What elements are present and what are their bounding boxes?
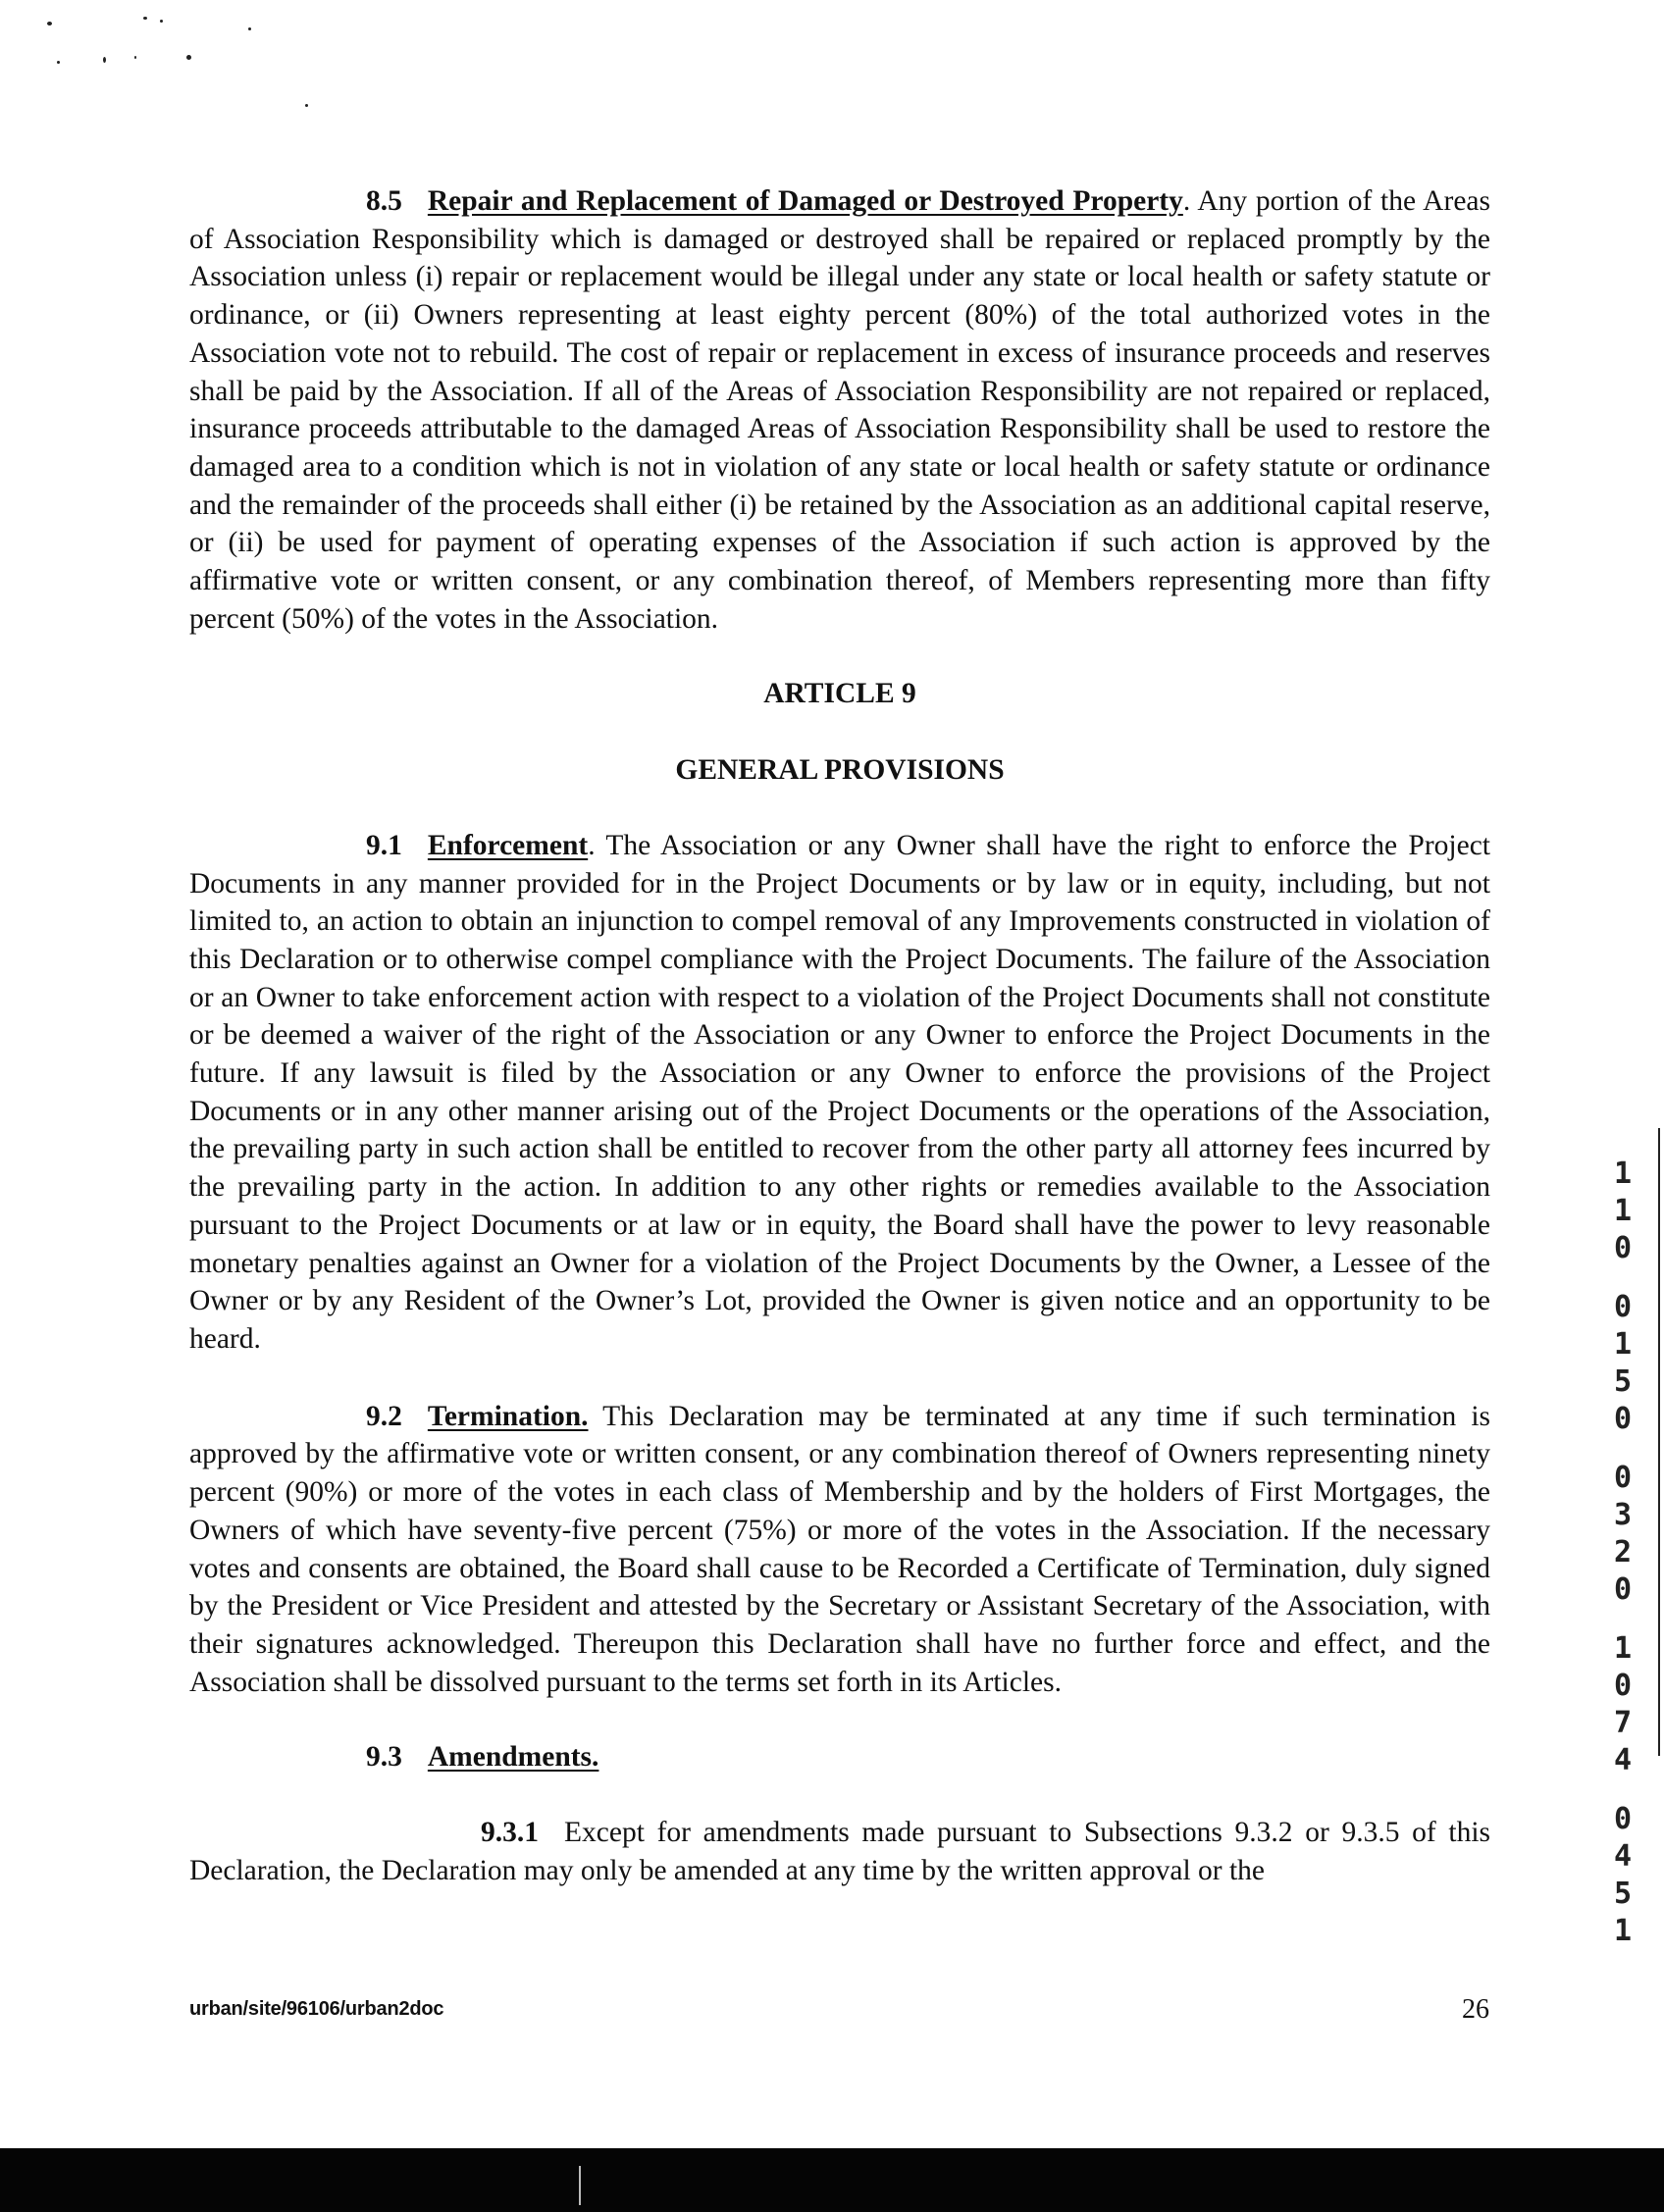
stamp-glyph: 1 [1613,1157,1633,1191]
stamp-glyph: 0 [1613,1290,1633,1324]
section-9-1 [189,827,1490,1359]
stamp-glyph: 4 [1613,1839,1633,1874]
stamp-glyph: 5 [1613,1877,1633,1911]
section-number: 9.3 [366,1741,402,1774]
scan-mark [579,2166,581,2205]
page-number: 26 [1462,1994,1489,2025]
stamp-glyph: 1 [1613,1194,1633,1228]
section-number: 9.1 [366,829,402,861]
section-text: This Declaration may be terminated at any time if such termination is approved by the affirmative vote or written consent, or any combination thereof of Owners representing ninety percent (90%) or more of the votes in each class of Membership and by the holders of First Mortgages, the Owners of which have seventy-five percent (75%) or more of the votes in the Association. If the necessary votes and consents are obtained, the Board shall cause to be Recorded a Certificate of Termination, duly signed by the President or Vice President and attested by the Secretary or Assistant Secretary of the Association, with their signatures acknowledged. Thereupon this Declaration shall have no further force and effect, and the Association shall be dissolved pursuant to the terms set forth in its Articles. [189,1400,1490,1698]
stamp-glyph: 0 [1613,1669,1633,1703]
document-body [189,182,1490,1889]
section-text: . The Association or any Owner shall have the right to enforce the Project Documents in any manner provided for in the Project Documents or by law or in equity, including, but not limited to, an action to obtain an injunction to compel removal of any Improvements constructed in violation of this Declaration or to otherwise compel compliance with the Project Documents. The failure of the Association or an Owner to take enforcement action with respect to a violation of the Project Documents shall not constitute or be deemed a waiver of the right of the Association or any Owner to enforce the Project Documents in the future. If any lawsuit is filed by the Association or any Owner to enforce the provisions of the Project Documents or in any other manner arising out of the Project Documents or the operations of the Association, the prevailing party in such action shall be entitled to recover from the other party all attorney fees incurred by the prevailing party in the action. In addition to any other rights or remedies available to the Association pursuant to the Project Documents or at law or in equity, the Board shall have the power to levy reasonable monetary penalties against an Owner for a violation of the Project Documents by the Owner, a Lessee of the Owner or by any Resident of the Owner’s Lot, provided the Owner is given notice and an opportunity to be heard. [189,829,1490,1355]
recording-margin-stamp [1603,1156,1642,1948]
stamp-glyph: 0 [1613,1802,1633,1836]
section-9-2 [189,1398,1490,1702]
stamp-glyph: 0 [1613,1231,1633,1265]
stamp-glyph: 7 [1613,1706,1633,1740]
stamp-glyph: 2 [1613,1535,1633,1569]
section-title: Amendments. [427,1741,599,1774]
stamp-glyph: 0 [1613,1402,1633,1436]
stamp-glyph: 0 [1613,1572,1633,1607]
section-8-5 [189,182,1490,638]
stamp-glyph: 1 [1613,1914,1633,1948]
scan-bottom-border [0,2148,1664,2212]
footer-file-path: urban/site/96106/urban2doc [189,1998,444,2020]
section-number: 9.2 [366,1400,402,1432]
section-text: . Any portion of the Areas of Association Responsibility which is damaged or destroyed shall be repaired or replaced promptly by the Association unless (i) repair or replacement would be illegal under any state or local health or safety statute or ordinance, or (ii) Owners representing at least eighty percent (80%) of the total authorized votes in the Association vote not to rebuild. The cost of repair or replacement in excess of insurance proceeds and reserves shall be paid by the Association. If all of the Areas of Association Responsibility are not repaired or replaced, insurance proceeds attributable to the damaged Areas of Association Responsibility shall be used to restore the damaged area to a condition which is not in violation of any state or local health or safety statute or ordinance and the remainder of the proceeds shall either (i) be retained by the Association as an additional capital reserve, or (ii) be used for payment of operating expenses of the Association if such action is approved by the affirmative vote or written consent, or any combination thereof, of Members representing more than fifty percent (50%) of the votes in the Association. [189,185,1490,635]
section-number: 8.5 [366,185,402,217]
article-title: GENERAL PROVISIONS [675,754,1005,787]
stamp-glyph: 1 [1613,1631,1633,1666]
stamp-glyph: 0 [1613,1461,1633,1495]
article-heading: ARTICLE 9 [763,678,916,710]
section-title: Repair and Replacement of Damaged or Destroyed Property [427,185,1183,217]
section-title: Enforcement [427,829,589,861]
scan-edge [1658,1128,1660,1756]
section-9-3 [189,1738,1490,1776]
stamp-glyph: 4 [1613,1743,1633,1777]
stamp-glyph: 1 [1613,1327,1633,1362]
stamp-glyph: 3 [1613,1498,1633,1532]
section-text: Except for amendments made pursuant to Subsections 9.3.2 or 9.3.5 of this Declaration, the Declaration may only be amended at any time by the written approval or the [189,1817,1490,1886]
stamp-glyph: 5 [1613,1364,1633,1399]
section-title: Termination. [427,1400,589,1432]
section-number: 9.3.1 [481,1817,539,1849]
section-9-3-1 [189,1814,1490,1889]
